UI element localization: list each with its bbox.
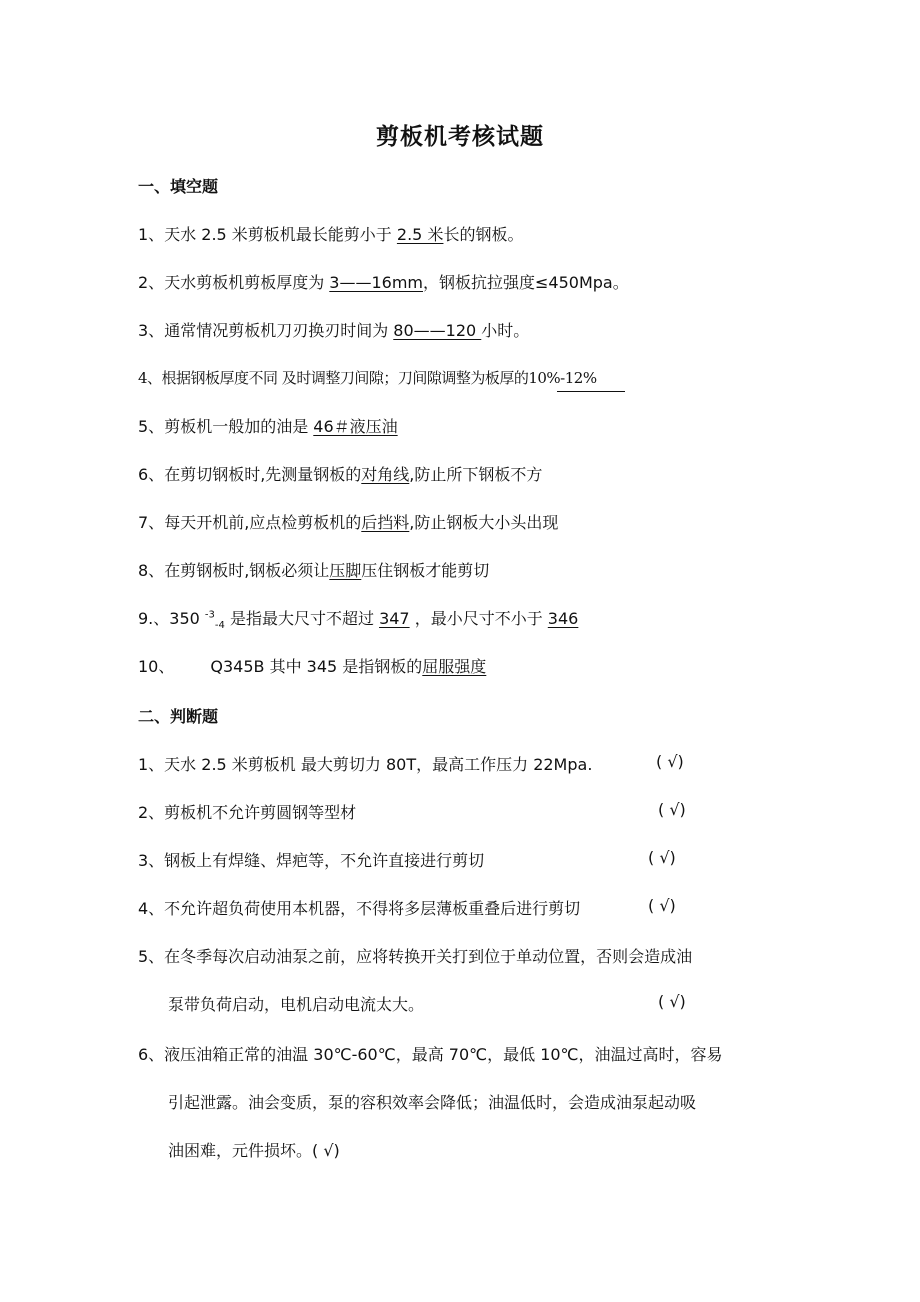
judgment-3-mark: ( √) [648, 848, 676, 867]
question-6: 6、在剪切钢板时,先测量钢板的对角线,防止所下钢板不方 [138, 465, 543, 484]
section-fill-in-heading: 一、填空题 [138, 177, 219, 196]
answer-2: 3——16mm [329, 273, 423, 292]
judgment-2: 2、剪板机不允许剪圆钢等型材 [138, 803, 357, 822]
question-3: 3、通常情况剪板机刀刃换刃时间为 80——120 小时。 [138, 321, 530, 340]
judgment-5: 5、在冬季每次启动油泵之前，应将转换开关打到位于单动位置，否则会造成油 [138, 947, 693, 966]
answer-9-min: 346 [547, 609, 579, 628]
answer-4-underline [557, 391, 625, 392]
answer-6: 对角线 [361, 465, 410, 484]
question-4: 4、根据钢板厚度不同 及时调整刀间隙；刀间隙调整为板厚的10%-12% [138, 369, 597, 387]
answer-10: 屈服强度 [422, 657, 487, 676]
judgment-6-continued-2: 油困难，元件损坏。( √) [168, 1141, 340, 1160]
question-10: 10、 Q345B 其中 345 是指钢板的屈服强度 [138, 657, 487, 676]
tolerance-lower: -4 [214, 620, 225, 632]
question-2: 2、天水剪板机剪板厚度为 3——16mm，钢板抗拉强度≤450Mpa。 [138, 273, 629, 292]
answer-9-max: 347 [379, 609, 410, 628]
question-8: 8、在剪钢板时,钢板必须让压脚压住钢板才能剪切 [138, 561, 490, 580]
answer-5: 46＃液压油 [313, 417, 398, 436]
tolerance-upper: -3 [204, 609, 215, 621]
answer-7: 后挡料 [361, 513, 410, 532]
answer-4: 10%-12% [528, 369, 597, 387]
question-7: 7、每天开机前,应点检剪板机的后挡料,防止钢板大小头出现 [138, 513, 559, 532]
judgment-6: 6、液压油箱正常的油温 30℃-60℃，最高 70℃，最低 10℃，油温过高时，容易 [138, 1045, 723, 1064]
judgment-1: 1、天水 2.5 米剪板机 最大剪切力 80T，最高工作压力 22Mpa. [138, 755, 593, 774]
answer-3: 80——120 [393, 321, 482, 340]
judgment-1-mark: ( √) [656, 752, 684, 771]
answer-1: 2.5 米 [396, 225, 444, 244]
question-5: 5、剪板机一般加的油是 46＃液压油 [138, 417, 398, 436]
question-9: 9.、350 $^{-3}_{-4}$ 是指最大尺寸不超过 347 ，最小尺寸不小于 346 [138, 609, 579, 632]
judgment-5-mark: ( √) [658, 992, 686, 1011]
answer-8: 压脚 [329, 561, 362, 580]
judgment-6-continued-1: 引起泄露。油会变质，泵的容积效率会降低；油温低时，会造成油泵起动吸 [168, 1093, 697, 1112]
judgment-4: 4、不允许超负荷使用本机器，不得将多层薄板重叠后进行剪切 [138, 899, 581, 918]
judgment-2-mark: ( √) [658, 800, 686, 819]
judgment-6-mark: ( √) [312, 1141, 340, 1160]
judgment-5-continued: 泵带负荷启动，电机启动电流太大。 [168, 995, 425, 1014]
page-title: 剪板机考核试题 [376, 123, 544, 150]
question-1: 1、天水 2.5 米剪板机最长能剪小于 2.5 米长的钢板。 [138, 225, 524, 244]
judgment-4-mark: ( √) [648, 896, 676, 915]
judgment-3: 3、钢板上有焊缝、焊疤等，不允许直接进行剪切 [138, 851, 485, 870]
section-true-false-heading: 二、判断题 [138, 707, 219, 726]
